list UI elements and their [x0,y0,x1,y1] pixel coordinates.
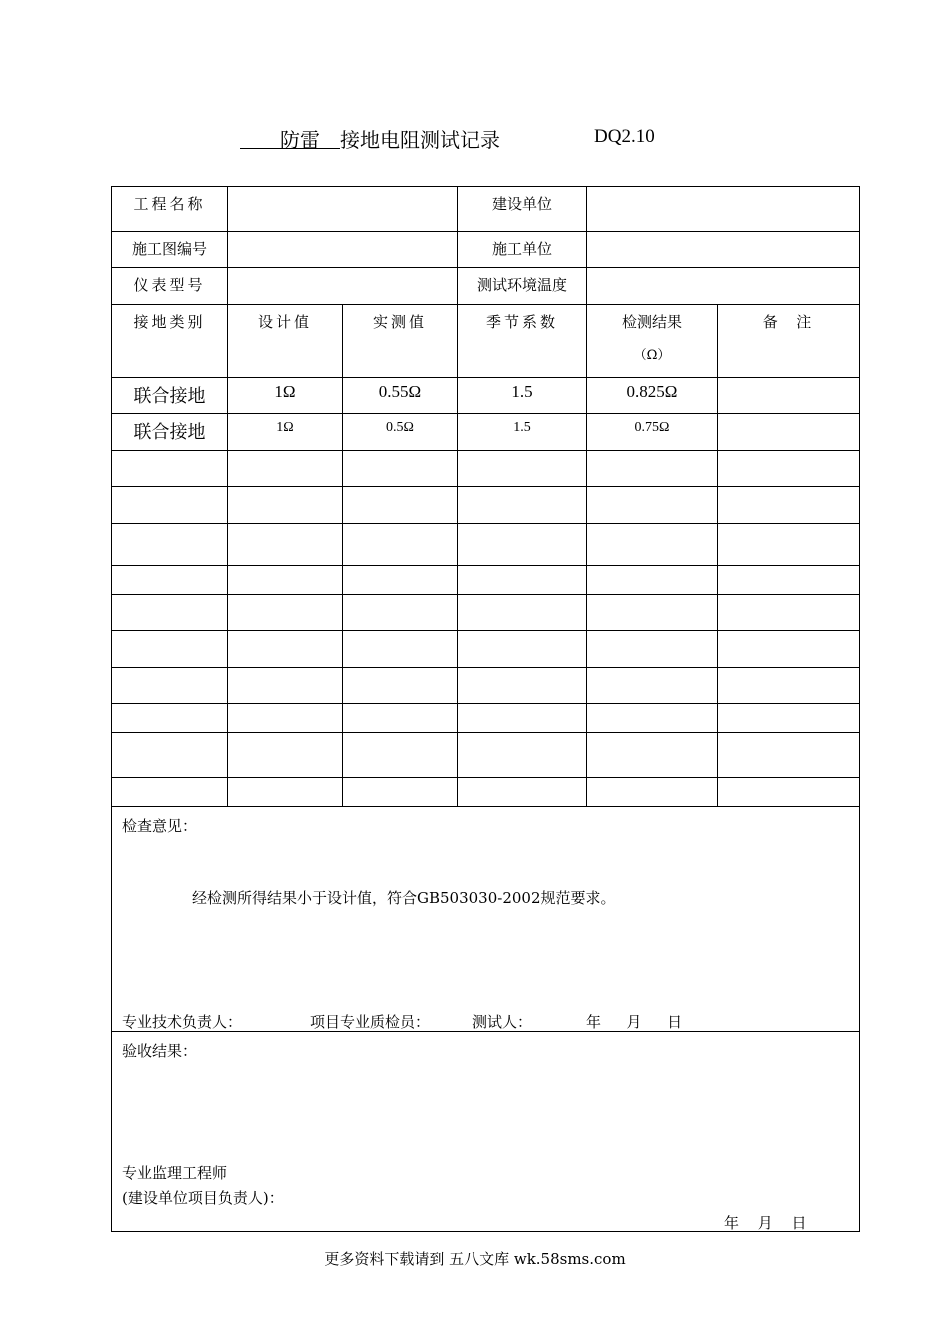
acceptance-label: 验收结果： [122,1042,198,1060]
header-season: 季节系数 [458,305,587,378]
title-main: 接地电阻测试记录 [340,128,500,152]
info-label: 工程名称 [112,187,228,232]
empty-row [112,668,860,704]
row-result: 0.825Ω [626,382,678,401]
row-design: 1Ω [274,382,296,401]
row-remark[interactable] [718,414,860,451]
form-code: DQ2.10 [594,126,655,147]
info-value[interactable] [587,268,860,305]
tester-signature: 测试人： [472,1013,533,1031]
header-remark: 备 注 [718,305,860,378]
empty-row [112,631,860,668]
row-measured: 0.55Ω [378,382,422,401]
empty-row [112,778,860,807]
info-row [112,232,860,268]
info-value[interactable] [587,232,860,268]
download-footer: 更多资料下载请到 五八文库 wk.58sms.com [324,1250,626,1268]
table-row [112,378,860,414]
empty-row [112,451,860,487]
acceptance-date: 年 月 日 [724,1214,807,1232]
info-value[interactable] [587,187,860,232]
qc-signature: 项目专业质检员： [310,1013,431,1031]
row-type: 联合接地 [133,422,206,443]
info-label: 建设单位 [458,187,587,232]
row-measured: 0.5Ω [386,420,414,435]
info-label: 施工图编号 [112,232,228,268]
acceptance-section [112,1032,860,1232]
info-label: 测试环境温度 [458,268,587,305]
header-type: 接地类别 [112,305,228,378]
info-row [112,187,860,232]
info-value[interactable] [228,232,458,268]
inspection-label: 检查意见： [122,817,198,835]
info-label: 施工单位 [458,232,587,268]
empty-row [112,487,860,524]
header-design: 设计值 [228,305,343,378]
header-result-unit: （Ω） [633,348,671,363]
column-header-row [112,305,860,378]
info-row [112,268,860,305]
table-row [112,414,860,451]
inspection-opinion: 经检测所得结果小于设计值，符合GB503030-2002规范要求。 [192,889,616,907]
row-type: 联合接地 [133,386,206,407]
row-season: 1.5 [511,382,533,401]
title-prefix: 防雷 [280,128,320,152]
owner-rep-label: (建设单位项目负责人)： [122,1189,284,1207]
info-label: 仪表型号 [112,268,228,305]
inspection-section [112,807,860,1032]
header-result: 检测结果 （Ω） [587,305,718,378]
test-record-table [111,186,860,1232]
info-value[interactable] [228,268,458,305]
row-season: 1.5 [513,420,531,435]
document-title [0,122,950,152]
empty-row [112,595,860,631]
supervisor-label: 专业监理工程师 [122,1164,228,1182]
header-measured: 实测值 [343,305,458,378]
empty-row [112,733,860,778]
empty-row [112,524,860,566]
empty-row [112,704,860,733]
row-result: 0.75Ω [634,420,670,435]
info-value[interactable] [228,187,458,232]
empty-row [112,566,860,595]
inspection-date: 年 月 日 [586,1013,683,1031]
tech-lead-signature: 专业技术负责人： [122,1013,243,1031]
row-design: 1Ω [276,420,294,435]
row-remark[interactable] [718,378,860,414]
